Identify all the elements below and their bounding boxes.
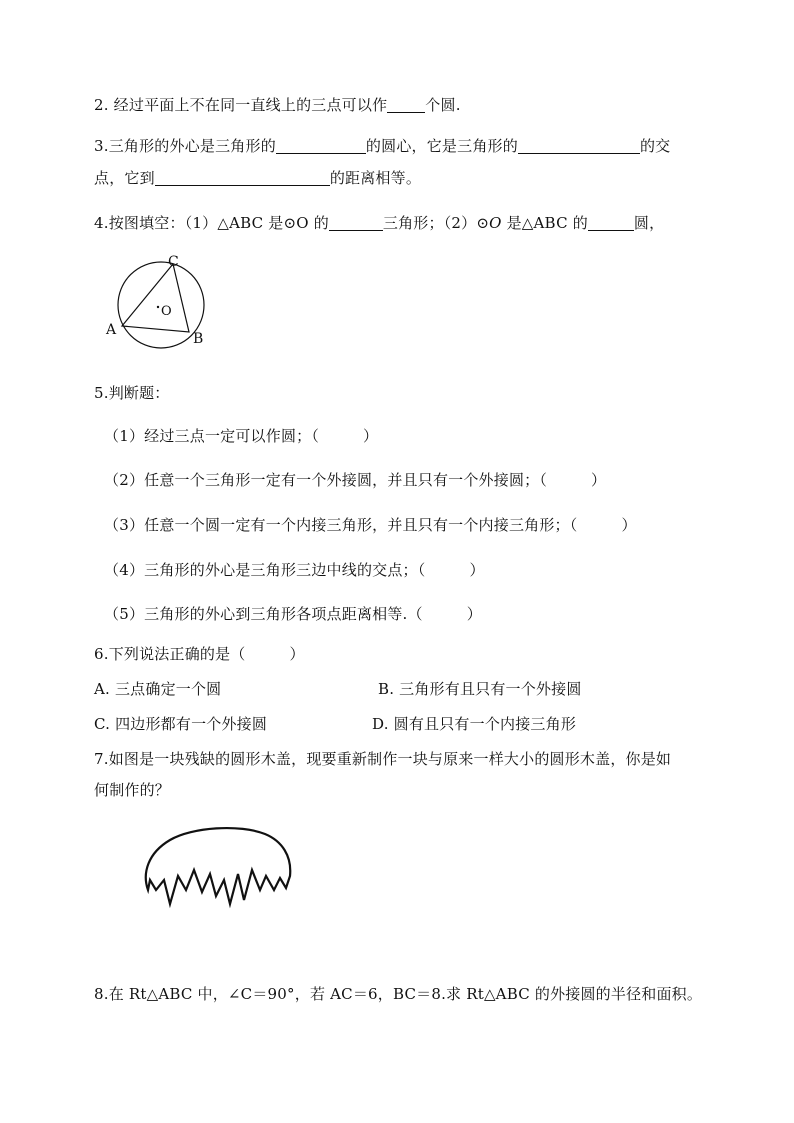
q4-text-a: 4.按图填空：（1）△ABC 是⊙O 的 xyxy=(94,214,329,232)
q2-text-a: 2. 经过平面上不在同一直线上的三点可以作 xyxy=(94,96,388,114)
label-a: A xyxy=(106,322,117,338)
question-7-line-2: 何制作的？ xyxy=(94,781,171,799)
question-5-title: 5.判断题： xyxy=(94,384,170,402)
judge-item-3-close: ） xyxy=(621,516,637,534)
q3-blank-1 xyxy=(276,138,366,154)
judge-item-5 xyxy=(104,604,482,624)
q4-text-d: 圆， xyxy=(633,214,665,232)
q2-blank xyxy=(387,97,425,113)
option-b: B. 三角形有且只有一个外接圆 xyxy=(378,680,582,698)
question-8: 8.在 Rt△ABC 中，∠C＝90°，若 AC＝6，BC＝8.求 Rt△ABC 的外接圆的半径和面积。 xyxy=(94,985,703,1003)
question-2 xyxy=(94,95,461,115)
q3-text-e: 的距离相等。 xyxy=(329,169,422,187)
option-c: C. 四边形都有一个外接圆 xyxy=(94,715,268,733)
judge-item-5-text: （5）三角形的外心到三角形各项点距离相等.（ xyxy=(104,605,423,623)
judge-item-2-close: ） xyxy=(591,471,607,489)
judge-item-3 xyxy=(104,515,637,535)
q4-text-o: O xyxy=(489,214,502,232)
option-d: D. 圆有且只有一个内接三角形 xyxy=(372,715,577,733)
judge-item-4-close: ） xyxy=(469,561,485,579)
label-c: C xyxy=(168,254,179,270)
label-o: O xyxy=(161,304,172,319)
q3-text-b: 的圆心，它是三角形的 xyxy=(365,137,518,155)
q3-text-a: 3.三角形的外心是三角形的 xyxy=(94,137,276,155)
judge-item-5-close: ） xyxy=(466,605,482,623)
circumcircle-figure xyxy=(100,250,220,350)
q6-title-b: ） xyxy=(289,645,305,663)
q4-blank-2 xyxy=(588,215,634,231)
judge-item-3-text: （3）任意一个圆一定有一个内接三角形，并且只有一个内接三角形；（ xyxy=(104,516,578,534)
q4-blank-1 xyxy=(329,215,383,231)
question-4 xyxy=(94,213,664,233)
q2-text-b: 个圆. xyxy=(425,96,461,114)
question-7-line-1: 7.如图是一块残缺的圆形木盖，现要重新制作一块与原来一样大小的圆形木盖，你是如 xyxy=(94,750,672,768)
q4-text-b: 三角形；（2）⊙ xyxy=(382,214,490,232)
judge-item-2 xyxy=(104,470,606,490)
broken-lid-figure xyxy=(140,818,300,918)
judge-item-2-text: （2）任意一个三角形一定有一个外接圆，并且只有一个外接圆；（ xyxy=(104,471,548,489)
q3-blank-3 xyxy=(155,170,330,186)
question-3-line-1 xyxy=(94,136,670,156)
judge-item-4 xyxy=(104,560,485,580)
q6-title-a: 6.下列说法正确的是（ xyxy=(94,645,246,663)
broken-lid-outline xyxy=(146,828,290,904)
question-3-line-2 xyxy=(94,168,421,188)
judge-item-1-close: ） xyxy=(363,427,379,445)
question-6-title xyxy=(94,644,305,664)
judge-item-1 xyxy=(104,426,378,446)
center-point xyxy=(157,306,159,308)
label-b: B xyxy=(193,331,204,347)
q3-text-c: 的交 xyxy=(639,137,671,155)
judge-item-4-text: （4）三角形的外心是三角形三边中线的交点；（ xyxy=(104,561,426,579)
judge-item-1-text: （1）经过三点一定可以作圆；（ xyxy=(104,427,320,445)
option-a: A. 三点确定一个圆 xyxy=(94,680,222,698)
q4-text-c: 是△ABC 的 xyxy=(501,214,588,232)
q3-text-d: 点，它到 xyxy=(94,169,155,187)
q3-blank-2 xyxy=(518,138,640,154)
inscribed-triangle xyxy=(122,264,189,332)
